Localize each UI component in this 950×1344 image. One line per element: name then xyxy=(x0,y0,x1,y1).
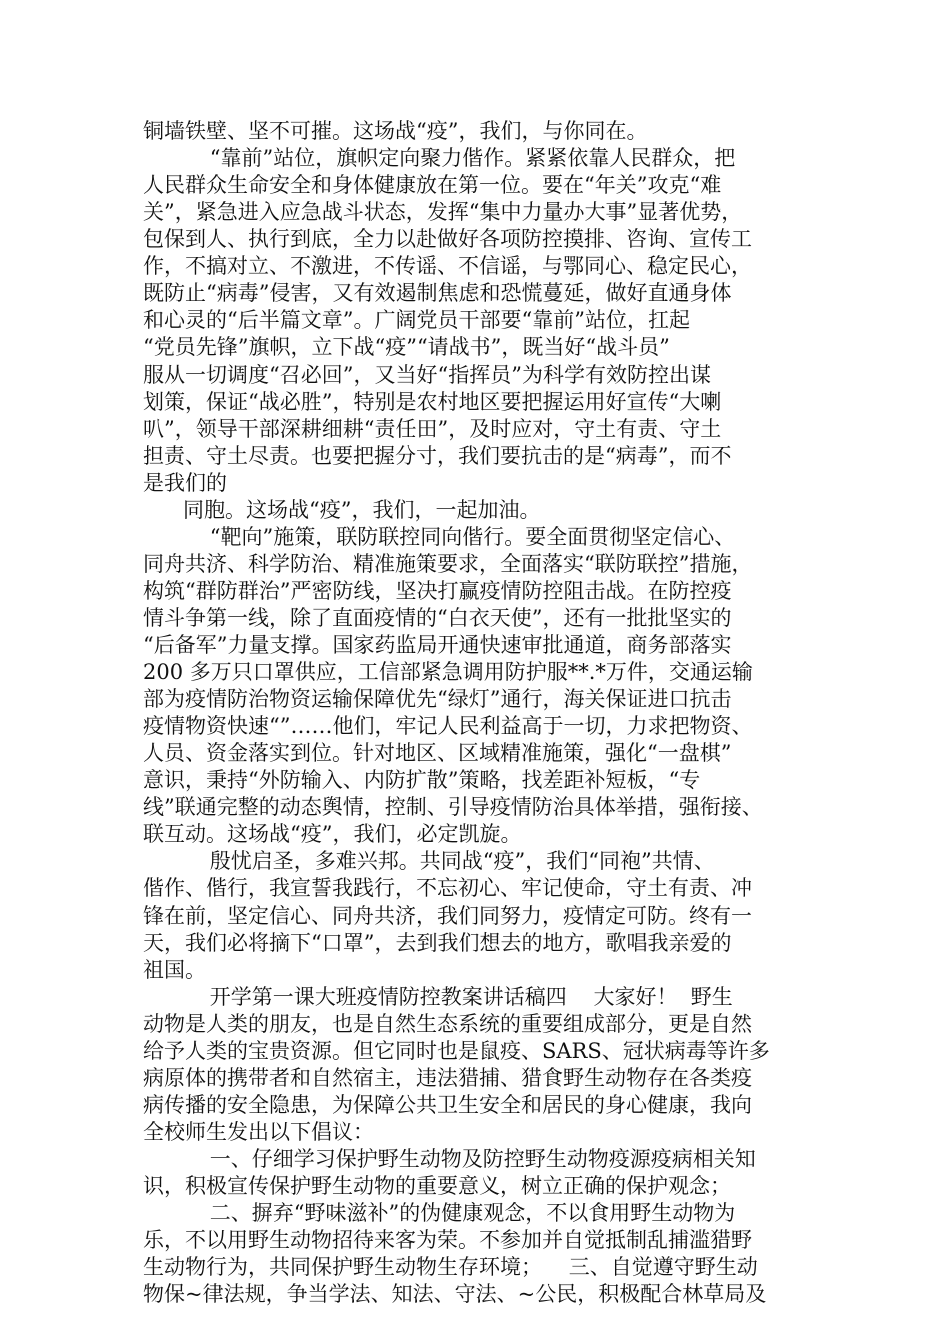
text-line: 联互动。这场战“疫”，我们，必定凯旋。 xyxy=(143,822,522,847)
text-line: 情斗争第一线，除了直面疫情的“白衣天使”，还有一批批坚实的 xyxy=(143,605,732,630)
text-line: 天，我们必将摘下“口罩”，去到我们想去的地方，歌唱我亲爱的 xyxy=(143,930,732,955)
text-line: 服从一切调度“召必回”，又当好“指挥员”为科学有效防控出谋 xyxy=(143,362,711,387)
text-line: 意识，秉持“外防输入、内防扩散”策略，找差距补短板，“专 xyxy=(143,768,701,793)
text-line: “靠前”站位，旗帜定向聚力偕作。紧紧依靠人民群众，把 xyxy=(143,146,736,171)
text-line: “后备军”力量支撑。国家药监局开通快速审批通道，商务部落实 xyxy=(143,633,732,657)
text-line: 二、摒弃“野味滋补”的伪健康观念，不以食用野生动物为 xyxy=(143,1201,736,1225)
text-line: 开学第一课大班疫情防控教案讲话稿四 大家好！ 野生 xyxy=(143,984,733,1009)
text-line: 病原体的携带者和自然宿主，违法猎捕、猎食野生动物存在各类疫 xyxy=(143,1065,752,1090)
text-line: 殷忧启圣，多难兴邦。共同战“疫”，我们“同袍”共情、 xyxy=(143,849,715,874)
text-line: 同舟共济、科学防治、精准施策要求，全面落实“联防联控”措施， xyxy=(143,551,753,576)
text-line: 人员、资金落实到位。针对地区、区域精准施策，强化“一盘棋” xyxy=(143,741,732,766)
text-line: 疫情物资快速“”……他们，牢记人民利益高于一切，力求把物资、 xyxy=(143,714,753,739)
text-line: 划策，保证“战必胜”，特别是农村地区要把握运用好宣传“大喇 xyxy=(143,389,722,414)
text-line: 200 多万只口罩供应，工信部紧急调用防护服**.*万件，交通运输 xyxy=(143,660,753,684)
text-line: 同胞。这场战“疫”，我们，一起加油。 xyxy=(143,497,541,522)
text-line: 物保~律法规，争当学法、知法、守法、~公民，积极配合林草局及 xyxy=(143,1282,767,1307)
text-line: 和心灵的“后半篇文章”。广阔党员干部要“靠前”站位，扛起 xyxy=(143,308,690,333)
text-line: “党员先锋”旗帜，立下战“疫”“请战书”，既当好“战斗员” xyxy=(143,335,670,360)
text-line: “靶向”施策，联防联控同向偕行。要全面贯彻坚定信心、 xyxy=(143,524,736,549)
text-line: 病传播的安全隐患，为保障公共卫生安全和居民的身心健康，我向 xyxy=(143,1092,752,1117)
text-line: 识，积极宣传保护野生动物的重要意义，树立正确的保护观念； xyxy=(143,1174,731,1198)
text-line: 动物是人类的朋友，也是自然生态系统的重要组成部分，更是自然 xyxy=(143,1011,752,1036)
text-line: 祖国。 xyxy=(143,957,206,982)
text-line: 生动物行为，共同保护野生动物生存环境； 三、自觉遵守野生动 xyxy=(143,1255,758,1280)
text-line: 担责、守土尽责。也要把握分寸，我们要抗击的是“病毒”，而不 xyxy=(143,443,732,468)
text-line: 关”，紧急进入应急战斗状态，发挥“集中力量办大事”显著优势， xyxy=(143,200,743,225)
text-line: 线”联通完整的动态舆情，控制、引导疫情防治具体举措，强衔接、 xyxy=(143,795,763,820)
text-line: 构筑“群防群治”严密防线，坚决打赢疫情防控阻击战。在防控疫 xyxy=(143,578,732,603)
text-line: 包保到人、执行到底，全力以赴做好各项防控摸排、咨询、宣传工 xyxy=(143,227,752,252)
text-line: 全校师生发出以下倡议： xyxy=(143,1119,374,1144)
text-line: 偕作、偕行，我宣誓我践行，不忘初心、牢记使命，守土有责、冲 xyxy=(143,876,752,901)
text-line: 给予人类的宝贵资源。但它同时也是鼠疫、SARS、冠状病毒等许多 xyxy=(143,1038,770,1063)
text-line: 作，不搞对立、不激进，不传谣、不信谣，与鄂同心、稳定民心， xyxy=(143,254,752,279)
text-line: 一、仔细学习保护野生动物及防控野生动物疫源疫病相关知 xyxy=(143,1146,756,1171)
text-line: 既防止“病毒”侵害，又有效遏制焦虑和恐慌蔓延，做好直通身体 xyxy=(143,281,732,306)
text-line: 是我们的 xyxy=(143,470,227,495)
text-line: 人民群众生命安全和身体健康放在第一位。要在“年关”攻克“难 xyxy=(143,173,722,198)
text-line: 部为疫情防治物资运输保障优先“绿灯”通行，海关保证进口抗击 xyxy=(143,687,732,712)
text-line: 锋在前，坚定信心、同舟共济，我们同努力，疫情定可防。终有一 xyxy=(143,903,752,928)
text-line: 叭”，领导干部深耕细耕“责任田”，及时应对，守土有责、守土 xyxy=(143,416,722,441)
text-line: 铜墙铁壁、坚不可摧。这场战“疫”，我们，与你同在。 xyxy=(143,119,648,143)
text-line: 乐，不以用野生动物招待来客为荣。不参加并自觉抵制乱捕滥猎野 xyxy=(143,1228,752,1252)
